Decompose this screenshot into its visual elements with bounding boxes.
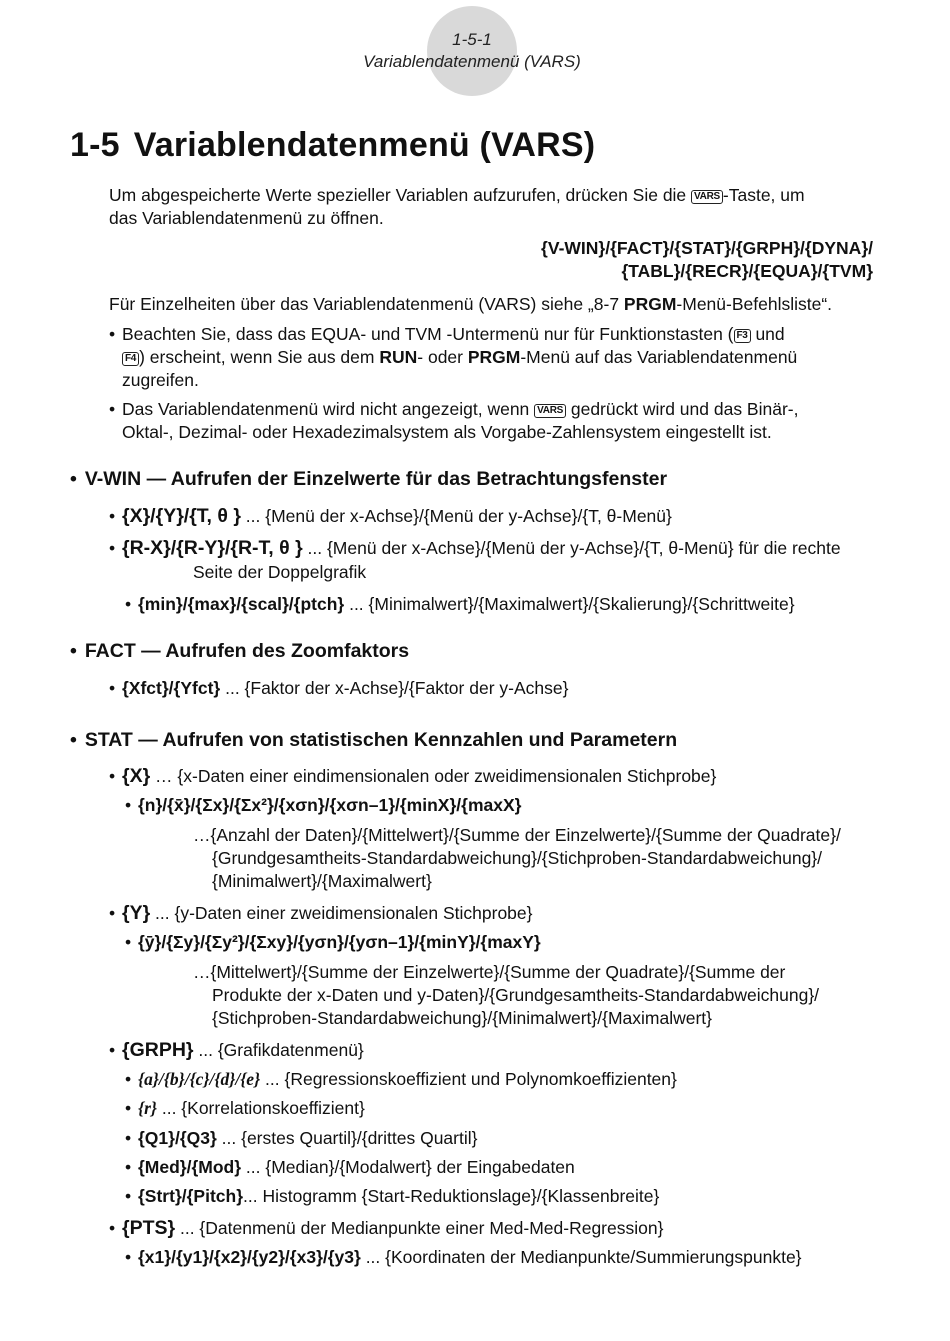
bullet-icon: • bbox=[70, 729, 77, 751]
stat-r: • {r} ... {Korrelationskoeffizient} bbox=[125, 1098, 365, 1118]
menu-item: DYNA bbox=[811, 238, 862, 258]
menu-item: TVM bbox=[829, 261, 867, 281]
stat-grph: • {GRPH} ... {Grafikdatenmenü} bbox=[109, 1039, 364, 1061]
stat-x: • {X} … {x-Daten einer eindimensionalen oder zweidimensionalen Stichprobe} bbox=[109, 765, 717, 787]
stat-y-sub-desc: …{Mittelwert}/{Summe der Einzelwerte}/{Summe der Quadrate}/{Summe der Produkte der x-Daten und y-Daten}/{Grundgesamtheits-Standardabweichung}/ {Stichproben-Standardabweichung}/{Minimalwert}/{Maximalwert} bbox=[193, 962, 820, 1028]
intro-text-post: -Taste, um bbox=[722, 185, 805, 205]
f4-key-icon: F4 bbox=[122, 352, 139, 366]
page-number: 1-5-1 bbox=[452, 30, 492, 49]
menu-item: GRPH bbox=[742, 238, 794, 258]
stat-x-sub: • {n}/{x̄}/{Σx}/{Σx²}/{xσn}/{xσn–1}/{minX}/{maxX} bbox=[125, 795, 522, 815]
stat-xy: • {x1}/{y1}/{x2}/{y2}/{x3}/{y3} ... {Koordinaten der Medianpunkte/Summierungspunkte} bbox=[125, 1247, 802, 1267]
note-1: • Beachten Sie, dass das EQUA- und TVM -Untermenü nur für Funktionstasten ( F3 und F4 ) erscheint, wenn Sie aus dem RUN- oder PRGM-Menü auf das Variablendatenmenü zugreifen. bbox=[109, 324, 798, 390]
stat-x-sub-desc: …{Anzahl der Daten}/{Mittelwert}/{Summe der Einzelwerte}/{Summe der Quadrate}/ {Grundgesamtheits-Standardabweichung}/{Stichproben-Standardabweichung}/ {Minimalwert}/{Maximalwert} bbox=[193, 825, 841, 891]
menu-item: V-WIN bbox=[547, 238, 599, 258]
ref-text: Für Einzelheiten über das Variablendatenmenü (VARS) siehe „8-7 bbox=[109, 294, 624, 314]
header-circle bbox=[427, 6, 517, 96]
menu-items: {V-WIN}/{FACT}/{STAT}/{GRPH}/{DYNA}/ {TABL}/{RECR}/{EQUA}/{TVM} bbox=[541, 238, 873, 281]
stat-pts: • {PTS} ... {Datenmenü der Medianpunkte einer Med-Med-Regression} bbox=[109, 1217, 664, 1239]
stat-y-sub: • {ȳ}/{Σy}/{Σy²}/{Σxy}/{yσn}/{yσn–1}/{minY}/{maxY} bbox=[125, 932, 541, 952]
vwin-line-2-cont: Seite der Doppelgrafik bbox=[193, 562, 367, 582]
intro-line2: das Variablendatenmenü zu öffnen. bbox=[109, 208, 384, 228]
f3-key-icon: F3 bbox=[734, 329, 751, 343]
intro-text: Um abgespeicherte Werte spezieller Variablen aufzurufen, drücken Sie die bbox=[109, 185, 687, 205]
vwin-line-3: • {min}/{max}/{scal}/{ptch} ... {Minimalwert}/{Maximalwert}/{Skalierung}/{Schrittweite} bbox=[125, 594, 795, 614]
menu-item: TABL bbox=[628, 261, 674, 281]
fact-line-1: • {Xfct}/{Yfct} ... {Faktor der x-Achse}/{Faktor der y-Achse} bbox=[109, 678, 569, 698]
fact-heading: • FACT — Aufrufen des Zoomfaktors bbox=[70, 640, 410, 662]
section-title: Variablendatenmenü (VARS) bbox=[133, 126, 596, 164]
stat-abcde: • {a}/{b}/{c}/{d}/{e} ... {Regressionskoeffizient und Polynomkoeffizienten} bbox=[125, 1069, 677, 1089]
menu-item: EQUA bbox=[760, 261, 811, 281]
intro-paragraph bbox=[109, 184, 899, 230]
bullet-icon: • bbox=[109, 324, 116, 344]
ref-prgm: PRGM bbox=[623, 294, 677, 314]
vwin-heading: • V-WIN — Aufrufen der Einzelwerte für das Betrachtungsfenster bbox=[70, 468, 668, 490]
vars-key-icon: VARS bbox=[691, 190, 723, 204]
stat-med: • {Med}/{Mod} ... {Median}/{Modalwert} der Eingabedaten bbox=[125, 1157, 575, 1177]
stat-q: • {Q1}/{Q3} ... {erstes Quartil}/{drittes Quartil} bbox=[125, 1128, 478, 1148]
menu-item: STAT bbox=[681, 238, 725, 258]
bullet-icon: • bbox=[109, 399, 116, 419]
menu-item: RECR bbox=[692, 261, 742, 281]
stat-y: • {Y} ... {y-Daten einer zweidimensionalen Stichprobe} bbox=[109, 902, 533, 924]
note-2: • Das Variablendatenmenü wird nicht angezeigt, wenn VARS gedrückt wird und das Binär-, Oktal-, Dezimal- oder Hexadezimalsystem als Vorgabe-Zahlensystem eingestellt ist. bbox=[109, 399, 799, 442]
page-title bbox=[70, 126, 595, 165]
stat-strt: • {Strt}/{Pitch}... Histogramm {Start-Reduktionslage}/{Klassenbreite} bbox=[125, 1186, 660, 1206]
bullet-icon: • bbox=[70, 640, 77, 662]
ref-text-post: -Menü-Befehlsliste“. bbox=[676, 294, 833, 314]
reference-paragraph bbox=[109, 293, 909, 316]
running-title: Variablendatenmenü (VARS) bbox=[363, 52, 581, 71]
vwin-line-2: • {R-X}/{R-Y}/{R-T, θ } ... {Menü der x-Achse}/{Menü der y-Achse}/{T, θ-Menü} für die rechte bbox=[109, 537, 841, 559]
menu-item: FACT bbox=[616, 238, 663, 258]
section-number: 1-5 bbox=[70, 126, 120, 164]
stat-heading: • STAT — Aufrufen von statistischen Kennzahlen und Parametern bbox=[70, 729, 678, 751]
vars-key-icon: VARS bbox=[534, 404, 566, 418]
vwin-line-1: • {X}/{Y}/{T, θ } ... {Menü der x-Achse}/{Menü der y-Achse}/{T, θ-Menü} bbox=[109, 505, 672, 527]
bullet-icon: • bbox=[70, 468, 77, 490]
